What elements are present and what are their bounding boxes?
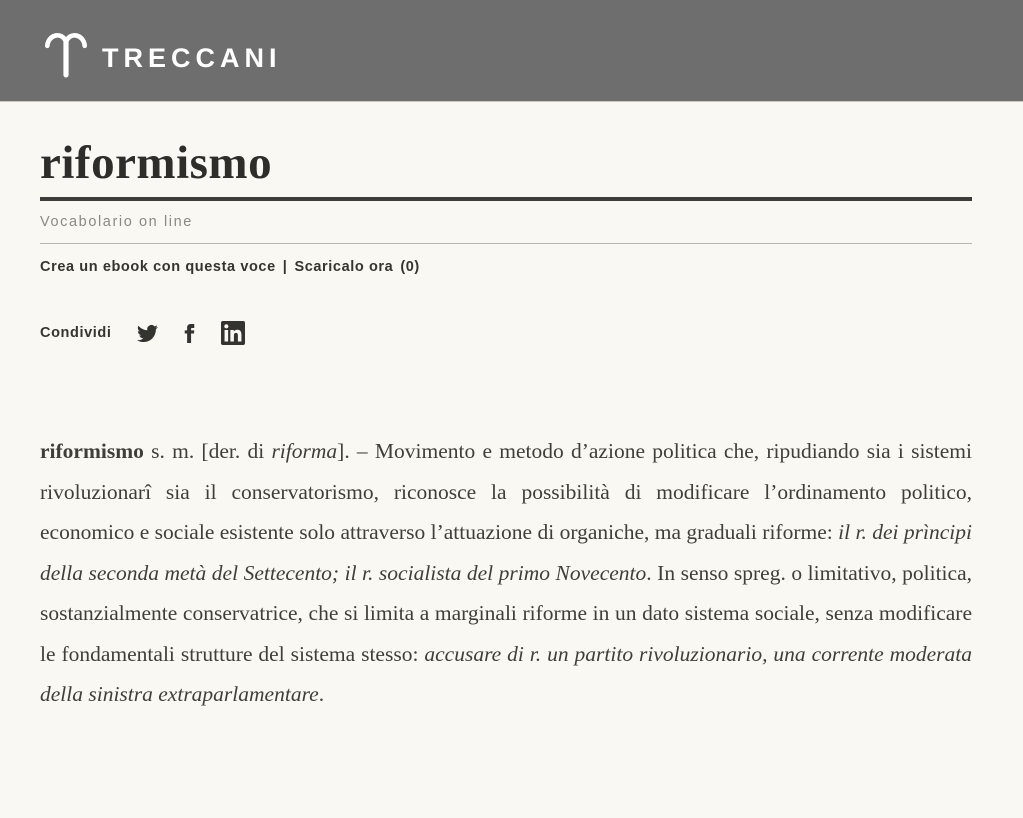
linkedin-icon[interactable] xyxy=(221,321,245,345)
create-ebook-link[interactable]: Crea un ebook con questa voce xyxy=(40,259,276,275)
definition-segment-italic: il r. dei prìncipi della seconda metà del Settecento; il r. socialista del primo Novecento xyxy=(40,520,973,585)
definition-segment-italic: riforma xyxy=(271,439,338,463)
share-row xyxy=(40,321,972,345)
article-main xyxy=(0,137,1023,715)
share-label: Condividi xyxy=(40,325,112,341)
download-ebook-link[interactable]: Scaricalo ora xyxy=(294,259,394,275)
treccani-logo[interactable] xyxy=(40,23,282,79)
facebook-icon[interactable] xyxy=(180,324,199,343)
site-header xyxy=(0,0,1023,102)
definition-segment-italic: accusare di r. un partito rivoluzionario, una corrente moderata della sinistra extraparlamentare xyxy=(40,641,972,706)
ebook-count: (0) xyxy=(400,259,420,275)
definition-segment-normal: . In senso spreg. o limitativo, politica, sostanzialmente conservatrice, che si limita a marginali riforme in un dato sistema sociale, senza modificare le fondamentali strutture del sistema stesso: xyxy=(40,560,972,666)
page-title: riformismo xyxy=(40,140,972,201)
treccani-logo-text: TRECCANI xyxy=(102,42,282,73)
ebook-separator: | xyxy=(282,259,288,275)
ebook-row xyxy=(40,259,972,275)
definition-segment-normal: s. m. [der. di xyxy=(143,439,272,463)
definition-paragraph xyxy=(40,431,972,715)
definition-segment-normal: ]. – Movimento e metodo d’azione politica che, ripudiando sia i sistemi rivoluzionarî sia il conservatorismo, riconosce la possibilità di modificare l’ordinamento politico, economico e sociale esistente solo attraverso l’attuazione di organiche, ma graduali riforme: xyxy=(40,439,972,544)
treccani-logo-icon xyxy=(40,23,92,79)
twitter-icon[interactable] xyxy=(137,323,158,344)
article-subtitle: Vocabolario on line xyxy=(40,214,972,244)
definition-segment-normal: . xyxy=(318,682,325,706)
definition-segment-bold: riformismo xyxy=(40,439,144,463)
